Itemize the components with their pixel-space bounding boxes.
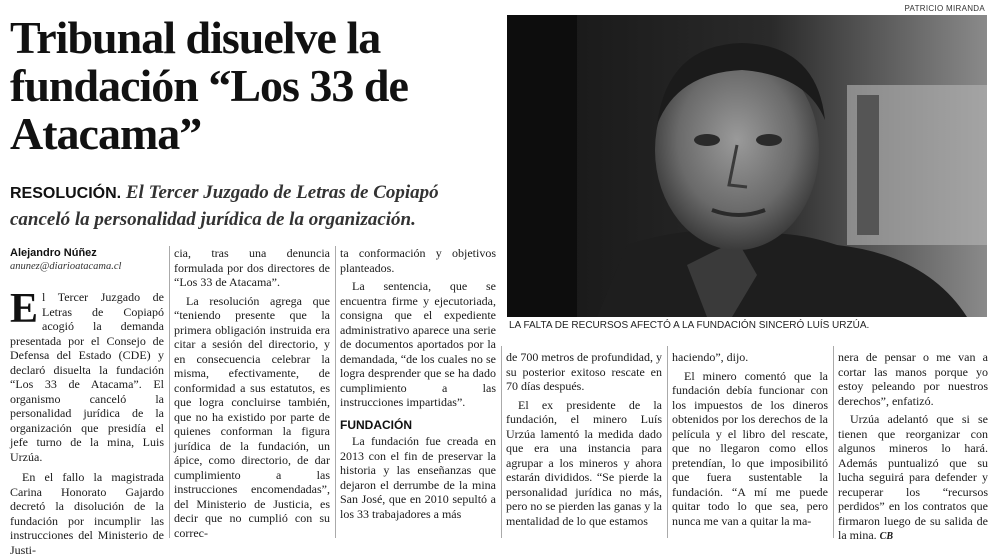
author-name: Alejandro Núñez xyxy=(10,247,97,259)
paragraph-text: l Tercer Juzgado de Letras de Copiapó acogió la demanda presentada por el Consejo de Defensa del Estado (CDE) y declaró disuelta la fundación “Los 33 de Atacama”. El organismo canceló la personalidad jurídica de la organización que presidía el jefe turno de la mina, Luis Urzúa. xyxy=(10,290,164,464)
column-divider xyxy=(335,246,336,538)
paragraph: haciendo”, dijo. xyxy=(672,350,749,364)
paragraph: La resolución agrega que “teniendo presente que la primera obligación instruida era citar a sesión del directorio, y en consecuencia celebrar la misma, efectivamente, de conformidad a sus estatutos, es que logra concluirse también, que no ha existido por parte de quienes conforman la figura jurídica de la fundación, un ápice, como directorio, de dar cumplimiento a las instrucciones encomendadas”, del Ministerio de Justicia, es decir que no cumplió con su correc- xyxy=(174,293,330,540)
column-divider xyxy=(169,246,170,538)
photo-caption: LA FALTA DE RECURSOS AFECTÓ A LA FUNDACIÓN SINCERÓ LUÍS URZÚA. xyxy=(509,320,870,331)
paragraph: En el fallo la magistrada Carina Honorato Gajardo decretó la disolución de la fundación por incumplir las instrucciones del Ministerio de Justi- xyxy=(10,470,164,557)
paragraph: nera de pensar o me van a cortar las manos porque yo estoy peleando por nuestros derechos”, enfatizó. xyxy=(838,350,988,408)
byline xyxy=(10,246,165,274)
column-4 xyxy=(506,350,662,528)
column-divider xyxy=(833,346,834,538)
deck-label: RESOLUCIÓN. xyxy=(10,185,122,202)
subhead: FUNDACIÓN xyxy=(340,417,412,432)
column-6 xyxy=(838,350,988,545)
paragraph: El minero comentó que la fundación debía funcionar con los impuestos de los dineros obtenidos por los derechos de la película y el libro del rescate, que no llegaron como ellos pretendían, lo que imposibilitó que fuera sustentable la fundación. “A mí me puede quitar todo lo que sea, pero nunca me van a quitar la ma- xyxy=(672,368,828,528)
article-photo xyxy=(507,15,987,317)
column-1 xyxy=(10,286,164,557)
column-2 xyxy=(174,246,330,540)
paragraph: de 700 metros de profundidad, y su posterior exitoso rescate en 70 días después. xyxy=(506,350,662,393)
photo-credit: PATRICIO MIRANDA xyxy=(904,4,985,13)
column-divider xyxy=(667,346,668,538)
portrait-photo-illustration xyxy=(507,15,987,317)
column-3 xyxy=(340,246,496,521)
paragraph: La sentencia, que se encuentra firme y ejecutoriada, consigna que el expediente administrativo aparece una serie de documentos aportados por la demandada, “de los cuales no se logra desprender que se ha dado cumplimiento a las instrucciones impartidas”. xyxy=(340,279,496,409)
paragraph: La fundación fue creada en 2013 con el fin de preservar la historia y las enseñanzas que dejaron el derrumbe de la mina San José, que en 2010 sepultó a los 33 trabajadores a más xyxy=(340,434,496,521)
column-5 xyxy=(672,350,828,528)
paragraph xyxy=(838,412,988,545)
paragraph-text: Urzúa adelantó que si se tienen que reorganizar con algunos mineros lo hará. Además puntualizó que su lucha seguirá para defender y recuperar los “recursos perdidos” en los contratos que firmaron luego de su salida de la mina. xyxy=(838,412,988,542)
lead-paragraph xyxy=(10,286,164,464)
paragraph: cia, tras una denuncia formulada por dos directores de “Los 33 de Atacama”. xyxy=(174,246,330,289)
author-email[interactable]: anunez@diarioatacama.cl xyxy=(10,261,122,272)
end-mark-icon: CB xyxy=(879,531,893,542)
paragraph: El ex presidente de la fundación, el minero Luís Urzúa lamentó la medida dado que era una instancia para agrupar a los mineros y ahora estarán divididos. “Se pierde la personalidad jurídica no más, pero no se pierden las ganas y la mentalidad de lo que estamos xyxy=(506,397,662,528)
headline: Tribunal disuelve la fundación “Los 33 de Atacama” xyxy=(10,12,408,159)
column-divider xyxy=(501,346,502,538)
paragraph: ta conformación y objetivos planteados. xyxy=(340,246,496,275)
deck-text: El Tercer Juzgado de Letras de Copiapó canceló la personalidad jurídica de la organización. xyxy=(10,182,439,230)
drop-cap: E xyxy=(10,286,39,332)
deck xyxy=(10,180,490,233)
